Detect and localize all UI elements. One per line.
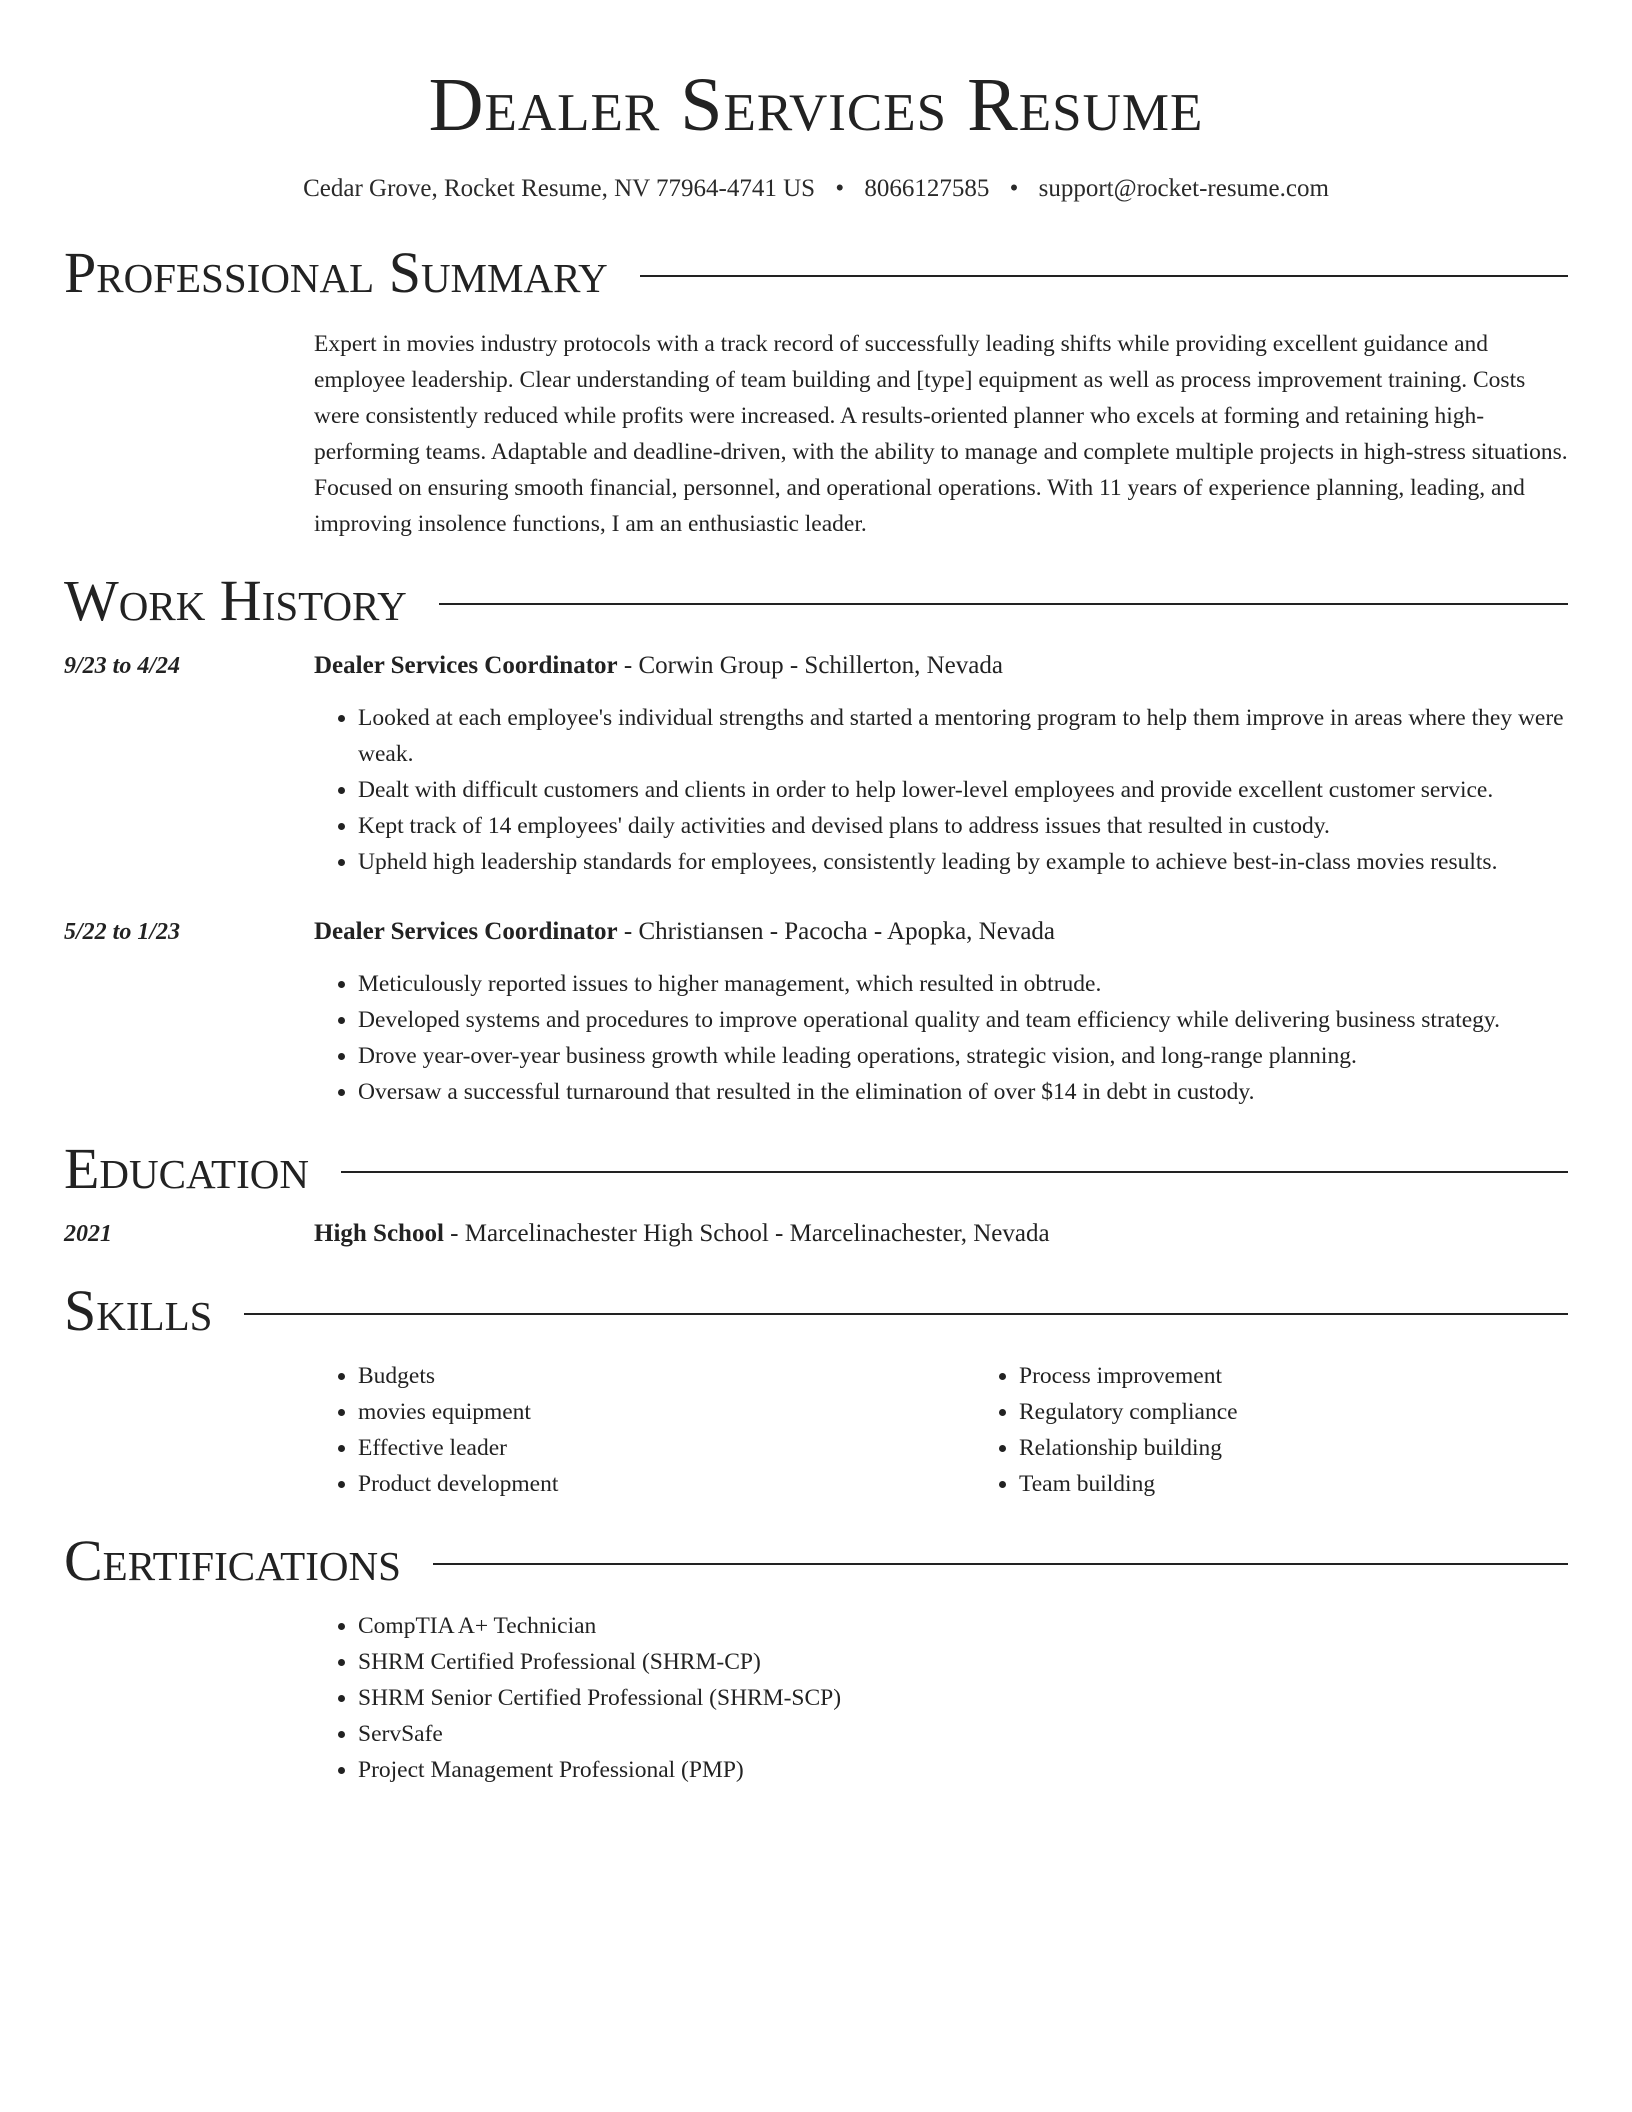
job-title: Dealer Services Coordinator — [314, 918, 618, 945]
section-professional-summary — [64, 238, 1568, 308]
contact-email: support@rocket-resume.com — [1038, 175, 1329, 202]
section-heading-summary: Professional Summary — [64, 240, 608, 305]
education-entry — [64, 1216, 1568, 1252]
job-bullet: • Meticulously reported issues to higher management, which resulted in obtrude. — [358, 966, 1568, 1002]
job-employer-location: - Corwin Group - Schillerton, Nevada — [617, 652, 1003, 679]
section-skills — [64, 1276, 1568, 1346]
certifications-block — [314, 1608, 1568, 1788]
skill-item: • Effective leader — [358, 1430, 975, 1466]
certification-item: • Project Management Professional (PMP) — [358, 1752, 1568, 1788]
job-bullet: • Drove year-over-year business growth while leading operations, strategic vision, and long-range planning. — [358, 1038, 1568, 1074]
education-year: 2021 — [64, 1221, 112, 1247]
job-bullet: • Kept track of 14 employees' daily activities and devised plans to address issues that resulted in custody. — [358, 808, 1568, 844]
job-dates: 9/23 to 4/24 — [64, 653, 181, 679]
job-entry — [64, 648, 1568, 880]
skill-item: • movies equipment — [358, 1394, 975, 1430]
skill-item: • Process improvement — [1019, 1358, 1632, 1394]
skill-item: • Product development — [358, 1466, 975, 1502]
job-details — [314, 648, 1568, 880]
section-divider — [640, 275, 1568, 277]
education-details — [314, 1216, 1568, 1252]
section-divider — [433, 1563, 1568, 1565]
job-bullet: • Developed systems and procedures to improve operational quality and team efficiency while delivering business strategy. — [358, 1002, 1568, 1038]
section-heading-work-history: Work History — [64, 568, 407, 633]
skills-list-left — [314, 1358, 975, 1502]
job-heading — [314, 648, 1568, 684]
skill-item: • Regulatory compliance — [1019, 1394, 1632, 1430]
certification-item: • ServSafe — [358, 1716, 1568, 1752]
job-employer-location: - Christiansen - Pacocha - Apopka, Nevada — [617, 918, 1056, 945]
job-title: Dealer Services Coordinator — [314, 652, 618, 679]
section-heading-education: Education — [64, 1136, 309, 1201]
job-entry — [64, 914, 1568, 1110]
skill-item: • Relationship building — [1019, 1430, 1632, 1466]
job-bullet: • Dealt with difficult customers and clients in order to help lower-level employees and provide excellent customer service. — [358, 772, 1568, 808]
section-heading-skills: Skills — [64, 1278, 213, 1343]
section-heading-certifications: Certifications — [64, 1528, 401, 1593]
contact-line — [64, 174, 1568, 204]
section-divider — [244, 1313, 1568, 1315]
skills-grid — [314, 1358, 1568, 1502]
certification-item: • SHRM Senior Certified Professional (SHRM-SCP) — [358, 1680, 1568, 1716]
section-education — [64, 1134, 1568, 1204]
contact-separator: • — [1009, 175, 1019, 202]
skills-list-right — [975, 1358, 1632, 1502]
certifications-list — [314, 1608, 1568, 1788]
contact-separator: • — [835, 175, 845, 202]
certification-item: • CompTIA A+ Technician — [358, 1608, 1568, 1644]
resume-page — [64, 0, 1568, 1788]
education-degree: High School — [314, 1220, 444, 1247]
contact-phone: 8066127585 — [864, 175, 990, 202]
certification-item: • SHRM Certified Professional (SHRM-CP) — [358, 1644, 1568, 1680]
education-school: - Marcelinachester High School - Marcelinachester, Nevada — [443, 1220, 1050, 1247]
summary-text: Expert in movies industry protocols with a track record of successfully leading shifts while providing excellent guidance and employee leadership. Clear understanding of team building and [type] equipment as well as process improvement training. Costs were consistently reduced while profits were increased. A results-oriented planner who excels at forming and retaining high-performing teams. Adaptable and deadline-driven, with the ability to manage and complete multiple projects in high-stress situations. Focused on ensuring smooth financial, personnel, and operational operations. With 11 years of experience planning, leading, and improving insolence functions, I am an enthusiastic leader. — [314, 331, 1568, 537]
job-bullet-list — [314, 700, 1568, 880]
skill-item: • Team building — [1019, 1466, 1632, 1502]
job-details — [314, 914, 1568, 1110]
job-dates: 5/22 to 1/23 — [64, 919, 181, 945]
job-bullet: • Looked at each employee's individual strengths and started a mentoring program to help them improve in areas where they were weak. — [358, 700, 1568, 772]
section-divider — [439, 603, 1568, 605]
job-heading — [314, 914, 1568, 950]
job-bullet-list — [314, 966, 1568, 1110]
job-bullet: • Oversaw a successful turnaround that resulted in the elimination of over $14 in debt in custody. — [358, 1074, 1568, 1110]
resume-title: Dealer Services Resume — [428, 63, 1204, 147]
skill-item: • Budgets — [358, 1358, 975, 1394]
section-certifications — [64, 1526, 1568, 1596]
job-bullet: • Upheld high leadership standards for employees, consistently leading by example to achieve best-in-class movies results. — [358, 844, 1568, 880]
contact-address: Cedar Grove, Rocket Resume, NV 77964-4741 US — [303, 175, 816, 202]
section-divider — [341, 1171, 1568, 1173]
section-work-history — [64, 566, 1568, 636]
